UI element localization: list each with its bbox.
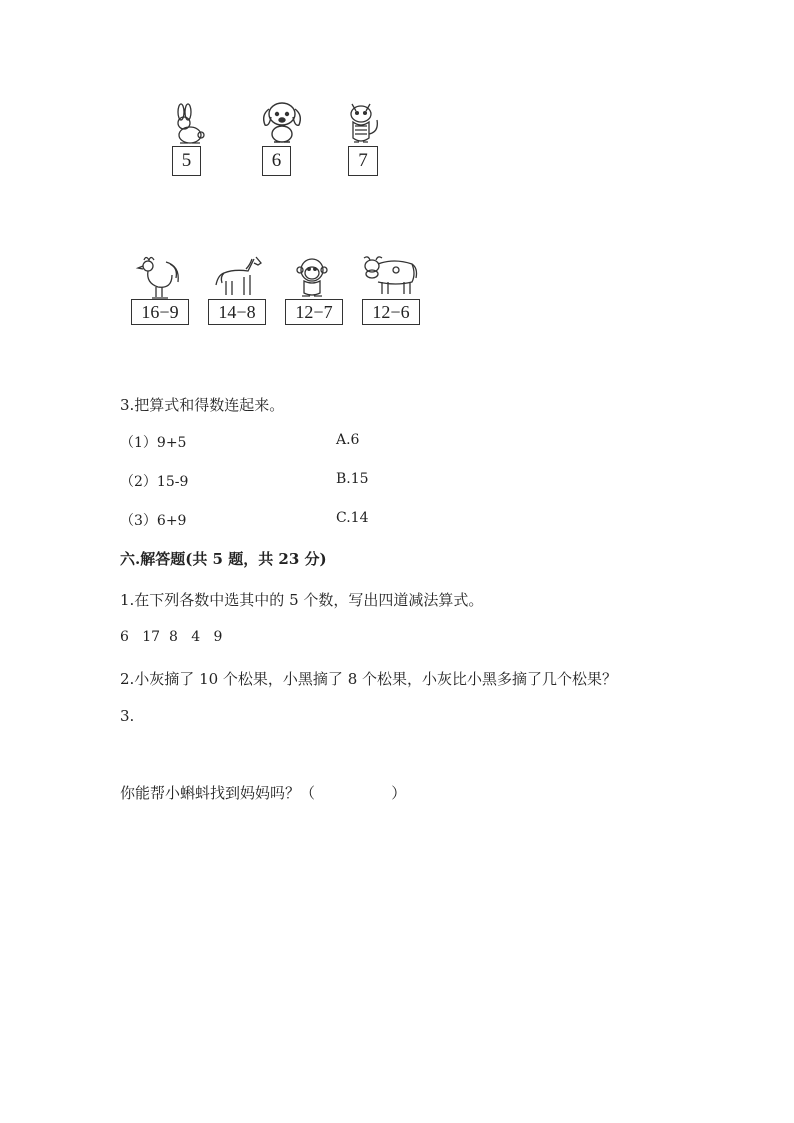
q3-answer-a: A.6 [336,432,360,448]
answer-box-5: 5 [172,146,201,176]
answer-box-6: 6 [262,146,291,176]
q3-answer-b: B.15 [336,471,369,487]
q3-title: 3.把算式和得数连起来。 [120,396,285,414]
expression-box-12-6: 12−6 [362,299,420,325]
q3-expr-1: （1）9+5 [120,435,187,451]
rooster-icon [134,254,184,300]
cow-icon [358,252,420,298]
section6-q2: 2.小灰摘了 10 个松果，小黑摘了 8 个松果，小灰比小黑多摘了几个松果？ [120,670,618,688]
expression-box-12-7: 12−7 [285,299,343,325]
monkey-icon [290,256,336,300]
section6-q3-prompt: 你能帮小蝌蚪找到妈妈吗？（ ） [120,784,407,802]
section6-q1-numbers: 6 17 8 4 9 [120,629,223,645]
q3-expr-3: （3）6+9 [120,513,187,529]
section6-q1: 1.在下列各数中选其中的 5 个数，写出四道减法算式。 [120,591,484,609]
section6-title: 六.解答题(共 5 题，共 23 分) [120,550,327,568]
horse-icon [212,253,268,299]
dog-icon [258,99,306,145]
q3-expr-2: （2）15-9 [120,474,189,490]
expression-box-16-9: 16−9 [131,299,189,325]
answer-box-7: 7 [348,146,378,176]
rabbit-icon [168,103,208,145]
section6-q3: 3. [120,707,135,725]
q3-answer-c: C.14 [336,510,369,526]
expression-box-14-8: 14−8 [208,299,266,325]
cat-icon [340,100,384,146]
